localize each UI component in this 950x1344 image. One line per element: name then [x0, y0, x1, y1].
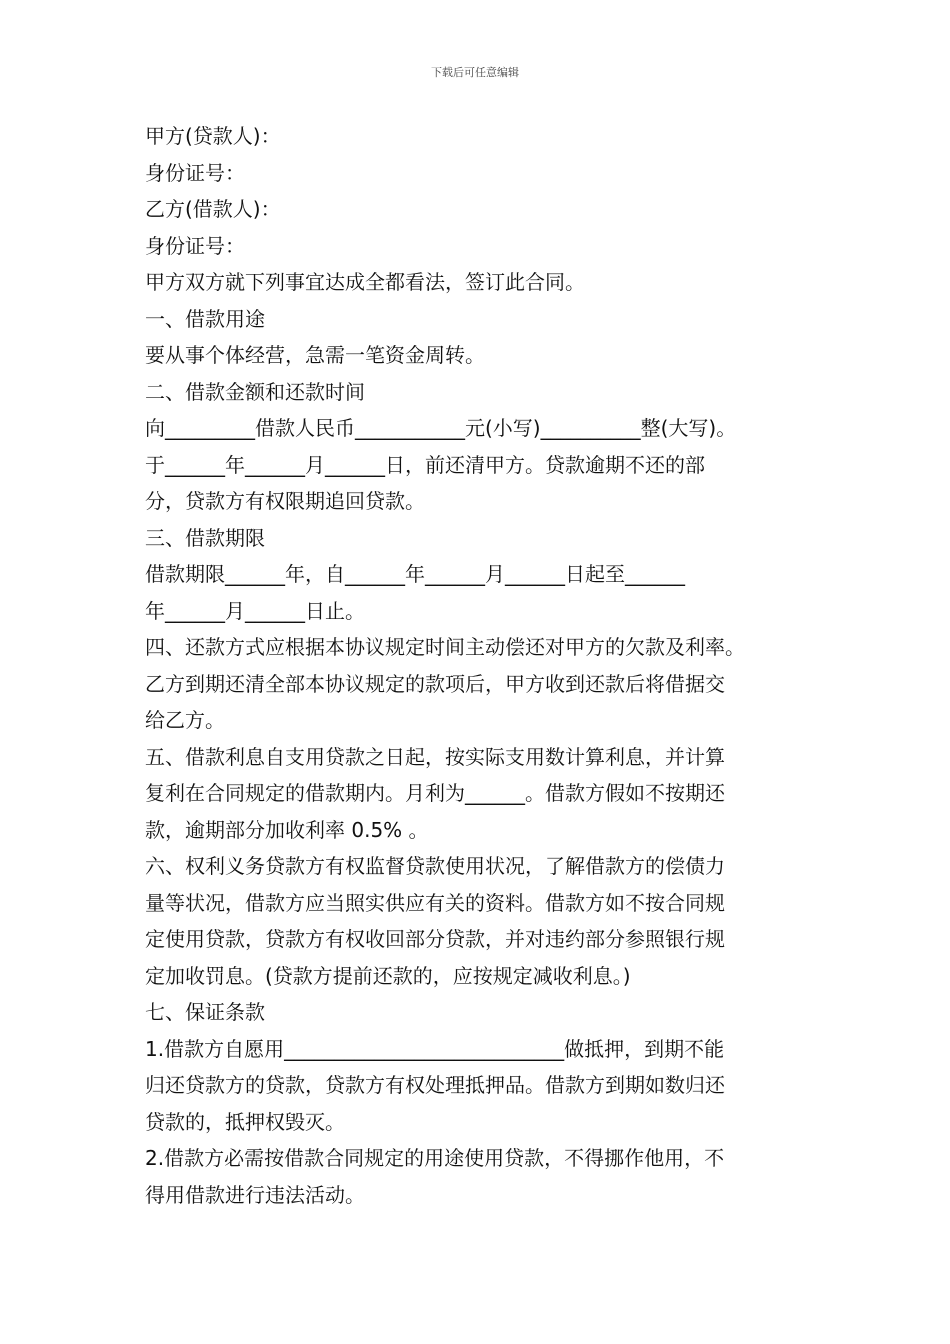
text-line: 向_________借款人民币___________元(小写)__________整(大写)。	[145, 416, 737, 440]
text-line: 于______年______月______日，前还清甲方。贷款逾期不还的部	[145, 452, 705, 477]
text-line: 复利在合同规定的借款期内。月利为______。借款方假如不按期还	[145, 781, 725, 805]
text-line: 给乙方。	[145, 708, 225, 732]
section-5-line: 五、借款利息自支用贷款之日起，按实际支用数计算利息，并计算	[145, 744, 725, 769]
text-line: 分，贷款方有权限期追回贷款。	[145, 489, 425, 513]
section-4-line: 四、还款方式应根据本协议规定时间主动偿还对甲方的欠款及利率。	[145, 635, 745, 659]
party-a-id-line: 身份证号：	[145, 160, 245, 185]
text-line: 乙方到期还清全部本协议规定的款项后，甲方收到还款后将借据交	[145, 671, 725, 696]
text-line: 借款期限______年，自______年______月______日起至______	[145, 562, 685, 586]
section-3-heading: 三、借款期限	[145, 525, 265, 550]
text-line: 得用借款进行违法活动。	[145, 1182, 365, 1207]
contract-body	[145, 118, 810, 1213]
text-line: 年______月______日止。	[145, 598, 365, 623]
text-line: 款，逾期部分加收利率 0.5% 。	[145, 817, 429, 842]
text-line: 贷款的，抵押权毁灭。	[145, 1109, 345, 1134]
section-7-heading: 七、保证条款	[145, 1000, 265, 1024]
text-line: 定使用贷款，贷款方有权收回部分贷款，并对违约部分参照银行规	[145, 927, 725, 951]
section-1-heading: 一、借款用途	[145, 306, 265, 331]
page-header: 下载后可任意编辑	[431, 66, 519, 79]
text-line: 归还贷款方的贷款，贷款方有权处理抵押品。借款方到期如数归还	[145, 1073, 725, 1097]
intro-line: 甲方双方就下列事宜达成全都看法，签订此合同。	[145, 270, 585, 294]
clause-1-line: 1.借款方自愿用____________________________做抵押，到期不能	[145, 1036, 725, 1061]
section-2-heading: 二、借款金额和还款时间	[145, 379, 365, 404]
party-b-id-line: 身份证号：	[145, 233, 245, 258]
party-a-line: 甲方(贷款人)：	[145, 124, 281, 148]
text-line: 量等状况，借款方应当照实供应有关的资料。借款方如不按合同规	[145, 890, 725, 915]
text-line: 定加收罚息。(贷款方提前还款的，应按规定减收利息。)	[145, 963, 631, 988]
clause-2-line: 2.借款方必需按借款合同规定的用途使用贷款，不得挪作他用，不	[145, 1146, 725, 1170]
section-6-line: 六、权利义务贷款方有权监督贷款使用状况，了解借款方的偿债力	[145, 854, 725, 878]
party-b-line: 乙方(借款人)：	[145, 197, 281, 221]
text-line: 要从事个体经营，急需一笔资金周转。	[145, 343, 485, 367]
